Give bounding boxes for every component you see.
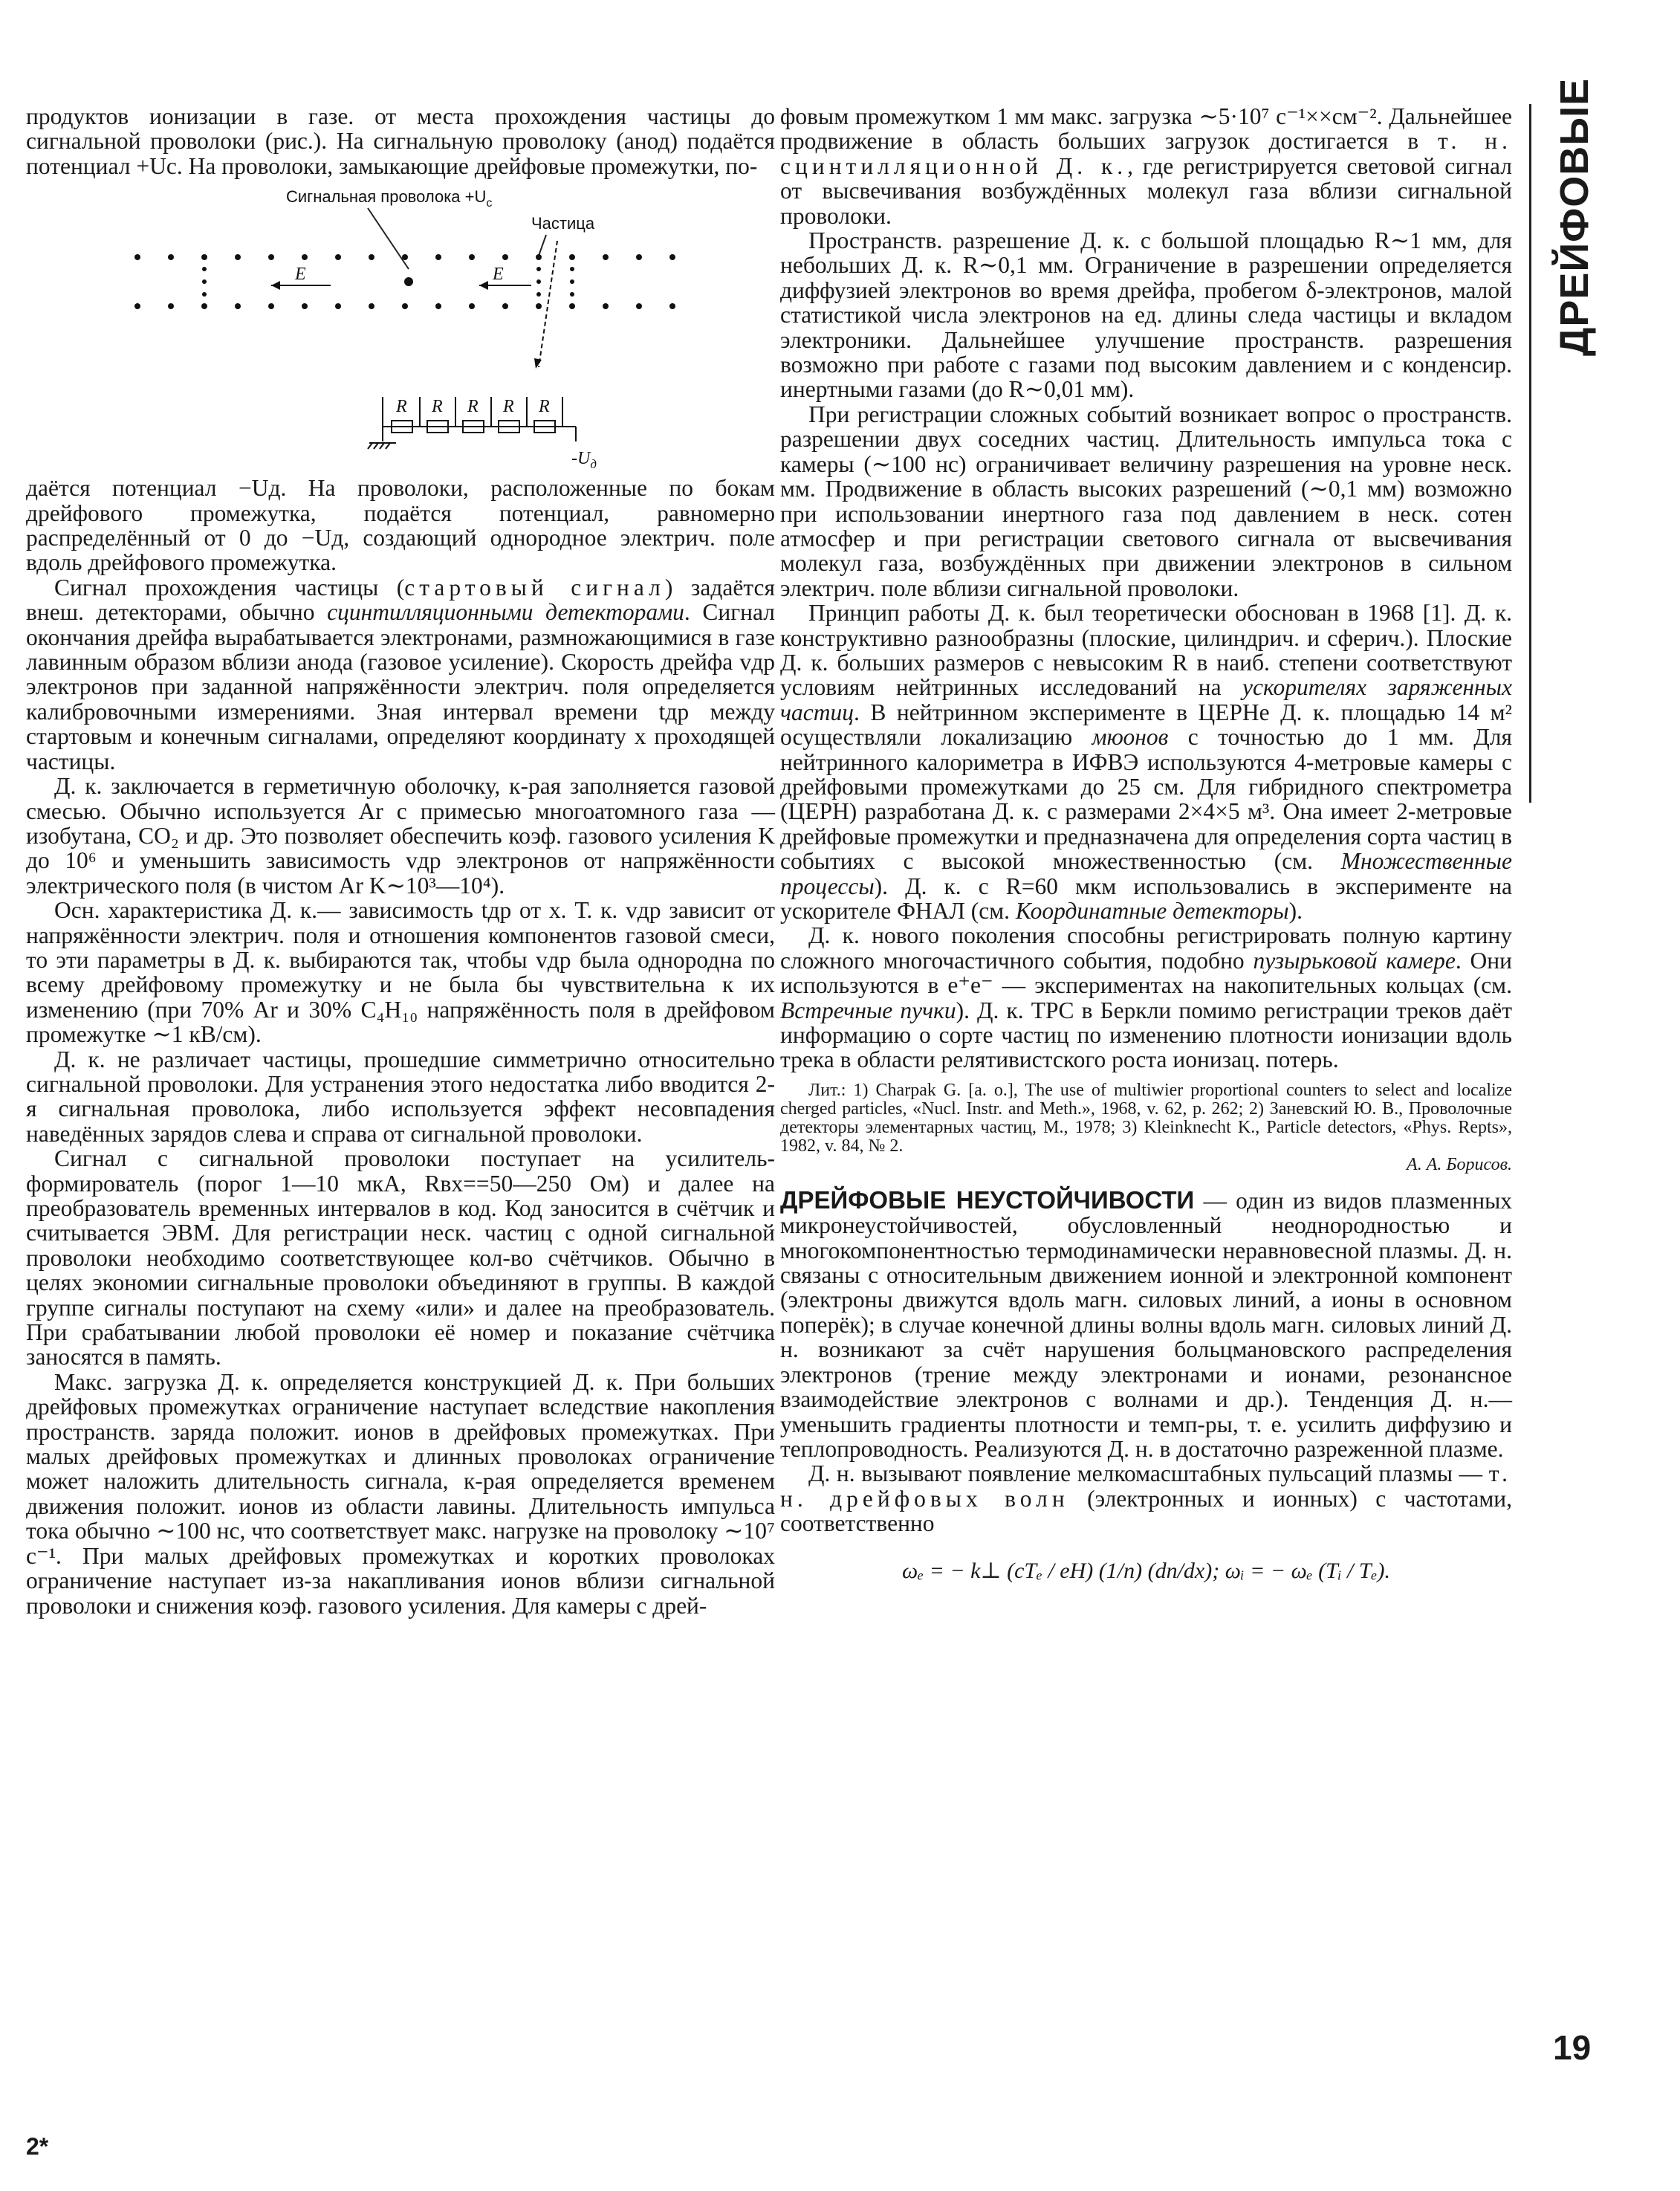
- paragraph: даётся потенциал −Uд. На проволоки, расположенные по бокам дрейфового промежутка, подаётся потенциал, равномерно распределённый от 0 до −Uд, создающий однородное электрич. поле вдоль дрейфового промежутка.: [26, 475, 775, 576]
- figure-svg: [26, 181, 775, 471]
- svg-text:R: R: [467, 397, 479, 417]
- field-shaping-wires: [202, 267, 574, 297]
- page-number: 19: [1553, 2028, 1592, 2067]
- svg-text:E: E: [493, 265, 504, 285]
- figure-label-potential: $-U_д$: [571, 449, 597, 472]
- paragraph: Сигнал прохождения частицы (стартовый сигнал) задаётся внеш. детекторами, обычно сцинтилляционными детекторами. Сигнал окончания дрейфа вырабатывается электронами, размножающимися в газе лавинным образом вблизи анода (газовое усиление). Скорость дрейфа vдр электронов при заданной напряжённости электрич. поля определяется калибровочными измерениями. Зная интервал времени tдр между стартовым и конечным сигналами, определяют координату x проходящей частицы.: [26, 574, 776, 774]
- svg-text:R: R: [503, 397, 514, 417]
- wire-pointer: [368, 208, 409, 269]
- particle-pointer: [539, 235, 546, 256]
- signature-mark: 2*: [26, 2133, 49, 2160]
- side-rule: [1529, 104, 1531, 803]
- left-column: [26, 104, 775, 1618]
- paragraph: Д. к. не различает частицы, прошедшие симметрично относительно сигнальной проволоки. Для устранения этого недостатка либо вводится 2-я сигнальная проволока, либо используется эффект несовпадения наведённых зарядов слева и справа от сигнальной проволоки.: [26, 1046, 775, 1147]
- svg-text:R: R: [432, 397, 443, 417]
- drift-chamber-figure: [26, 181, 775, 471]
- running-head: [1550, 77, 1599, 357]
- paragraph: Принцип работы Д. к. был теоретически обоснован в 1968 [1]. Д. к. конструктивно разнообразны (плоские, цилиндрич. и сферич.). Плоские Д. к. больших размеров с невысоким R в наиб. степени соответствуют условиям нейтринных исследований на ускорителях заряженных частиц. В нейтринном эксперименте в ЦЕРНе Д. к. площадью 14 м² осуществляли локализацию мюонов с точностью до 1 мм. Для нейтринного калориметра в ИФВЭ используются 4-метровые камеры с дрейфовыми промежутками до 25 см. Для гибридного спектрометра (ЦЕРН) разработана Д. к. с размерами 2×4×5 м³. Она имеет 2-метровые дрейфовые промежутки и предназначена для определения сорта частиц в событиях с высокой множественностью (см. Множественные процессы). Д. к. с R=60 мкм использовались в эксперименте на ускорителе ФНАЛ (см. Координатные детекторы).: [780, 600, 1512, 924]
- paragraph: Пространств. разрешение Д. к. с большой площадью R∼1 мм, для небольших Д. к. R∼0,1 мм. Ограничение в разрешении определяется диффузией электронов во время дрейфа, пробегом δ-электронов, малой статистикой числа электронов на ед. длины следа частицы и вкладом электроники. Дальнейшее улучшение пространств. разрешения возможно при работе с газами под высоким давлением и с конденсир. инертными газами (до R∼0,01 мм).: [780, 227, 1512, 403]
- figure-label-wire: Сигнальная проволока $+U_c$: [286, 187, 493, 210]
- lower-cathode-wires: [134, 303, 675, 309]
- upper-cathode-wires: [134, 254, 675, 260]
- article-headword: ДРЕЙФОВЫЕ НЕУСТОЙЧИВОСТИ: [780, 1185, 1195, 1214]
- running-head-text: ДРЕЙФОВЫЕ: [1552, 77, 1597, 357]
- paragraph: фовым промежутком 1 мм макс. загрузка ∼5·10⁷ с⁻¹××см⁻². Дальнейшее продвижение в область больших загрузок достигается в т. н. сцинтилляционной Д. к., где регистрируется световой сигнал от высвечивания возбуждённых молекул газа вблизи сигнальной проволоки.: [780, 103, 1512, 229]
- svg-text:E: E: [295, 265, 306, 285]
- particle-track-arrow: [534, 358, 542, 369]
- particle-track: [539, 241, 557, 367]
- formula: ωₑ = − k⊥ (cTₑ / eH) (1/n) (dn/dx); ωᵢ = − ωₑ (Tᵢ / Tₑ).: [902, 1558, 1390, 1583]
- field-arrow-left: [271, 265, 331, 290]
- field-arrow-right: [479, 265, 531, 290]
- svg-text:R: R: [396, 397, 407, 417]
- paragraph: Сигнал с сигнальной проволоки поступает на усилитель-формирователь (порог 1—10 мкА, Rвх=​=50—250 Ом) и далее на преобразователь временных интервалов в код. Код заносится в счётчик и считывается ЭВМ. Для регистрации неск. частиц с одной сигнальной проволоки необходимо соответствующее кол-во счётчиков. Обычно в целях экономии сигнальные проволоки объединяют в группы. В каждой группе сигналы поступают на схему «или» и далее на преобразователь. При срабатывании любой проволоки её номер и показание счётчика заносятся в память.: [26, 1145, 775, 1370]
- paragraph: При регистрации сложных событий возникает вопрос о пространств. разрешении двух соседних частиц. Длительность импульса тока с камеры (∼100 нс) ограничивает величину разрешения на уровне неск. мм. Продвижение в область высоких разрешений (∼0,1 мм) возможно при использовании инертного газа под давлением в неск. сотен атмосфер и при регистрации светового сигнала от высвечивания молекул газа, возбуждённых при движении электронов в сильном электрич. поле вблизи сигнальной проволоки.: [780, 401, 1512, 601]
- paragraph: продуктов ионизации в газе. от места прохождения частицы до сигнальной проволоки (рис.). На сигнальную проволоку (анод) подаётся потенциал +Uс. На проволоки, замыкающие дрейфовые промежутки, по-: [26, 103, 775, 179]
- paragraph: Д. к. заключается в герметичную оболочку, к-рая заполняется газовой смесью. Обычно используется Ar с примесью многоатомного газа — изобутана, CO₂ и др. Это позволяет обеспечить коэф. газового усиления K до 10⁶ и уменьшить зависимость vдр электронов от напряжённости электрического поля (в чистом Ar K∼10³—10⁴).: [26, 773, 775, 899]
- svg-text:R: R: [539, 397, 550, 417]
- paragraph: Макс. загрузка Д. к. определяется конструкцией Д. к. При больших дрейфовых промежутках ограничение наступает вследствие накопления пространств. заряда положит. ионов в дрейфовых промежутках. При малых дрейфовых промежутках и длинных проволоках ограничение может наложить длительность сигнала, к-рая определяется временем движения положит. ионов из области лавины. Длительность импульса тока обычно ∼100 нс, что соответствует макс. нагрузке на проволоку ∼10⁷ с⁻¹. При малых дрейфовых промежутках и коротких проволоках ограничение наступает из-за накапливания ионов вблизи сигнальной проволоки и снижения коэф. газового усиления. Для камеры с дрей-: [26, 1368, 775, 1619]
- paragraph: Осн. характеристика Д. к.— зависимость tдр от x. Т. к. vдр зависит от напряжённости электрич. поля и отношения компонентов газовой смеси, то эти параметры в Д. к. выбираются так, чтобы vдр была однородна по всему дрейфовому промежутку и не была бы чувствительна к их изменению (при 70% Ar и 30% C₄H₁₀ напряжённость поля в дрейфовом промежутке ∼1 кВ/см).: [26, 897, 775, 1048]
- signal-wire-anode: [404, 277, 413, 286]
- article-drift-instabilities: ДРЕЙФОВЫЕ НЕУСТОЙЧИВОСТИ — один из видов плазменных микронеустойчивостей, обусловленный неоднородностью и многокомпонентностью термодинамически неравновесной плазмы. Д. н. связаны с относительным движением ионной и электронной компонент (электроны движутся вдоль магн. силовых линий, а ионы в основном поперёк); в случае конечной длины волны вдоль магн. силовых линий Д. н. возникают за счёт нарушения больцмановского распределения электронов (трение между электронами и ионами, резонансное взаимодействие электронов с волнами и др.). Тенденция Д. н.— уменьшить градиенты плотности и темп-ры, т. е. усилить диффузию и теплопроводность. Реализуются Д. н. в достаточно разреженной плазме.: [780, 1185, 1512, 1462]
- references: Лит.: 1) Charpak G. [a. o.], The use of multiwier proportional counters to select and localize cherged particles, «Nucl. Instr. and Meth.», 1968, v. 62, p. 262; 2) Заневский Ю. В., Проволочные детекторы элементарных частиц, М., 1978; 3) Kleinknecht K., Particle detectors, «Phys. Repts», 1982, v. 84, № 2. А. А. Борисов.: [780, 1080, 1512, 1174]
- right-column: [780, 104, 1512, 1583]
- paragraph: Д. к. нового поколения способны регистрировать полную картину сложного многочастичного события, подобно пузырьковой камере. Они используются в e⁺e⁻ — экспериментах на накопительных кольцах (см. Встречные пучки). Д. к. TPC в Беркли помимо регистрации треков даёт информацию о сорте частиц по изменению плотности ионизации вдоль трека в области релятивистского роста ионизац. потерь.: [780, 922, 1513, 1073]
- author: А. А. Борисов.: [1407, 1154, 1512, 1174]
- paragraph: Д. н. вызывают появление мелкомасштабных пульсаций плазмы — т. н. дрейфовых волн (электронных и ионных) с частотами, соответственно: [780, 1460, 1512, 1537]
- figure-label-particle: Частица: [531, 214, 595, 233]
- ground-symbol: [368, 443, 396, 449]
